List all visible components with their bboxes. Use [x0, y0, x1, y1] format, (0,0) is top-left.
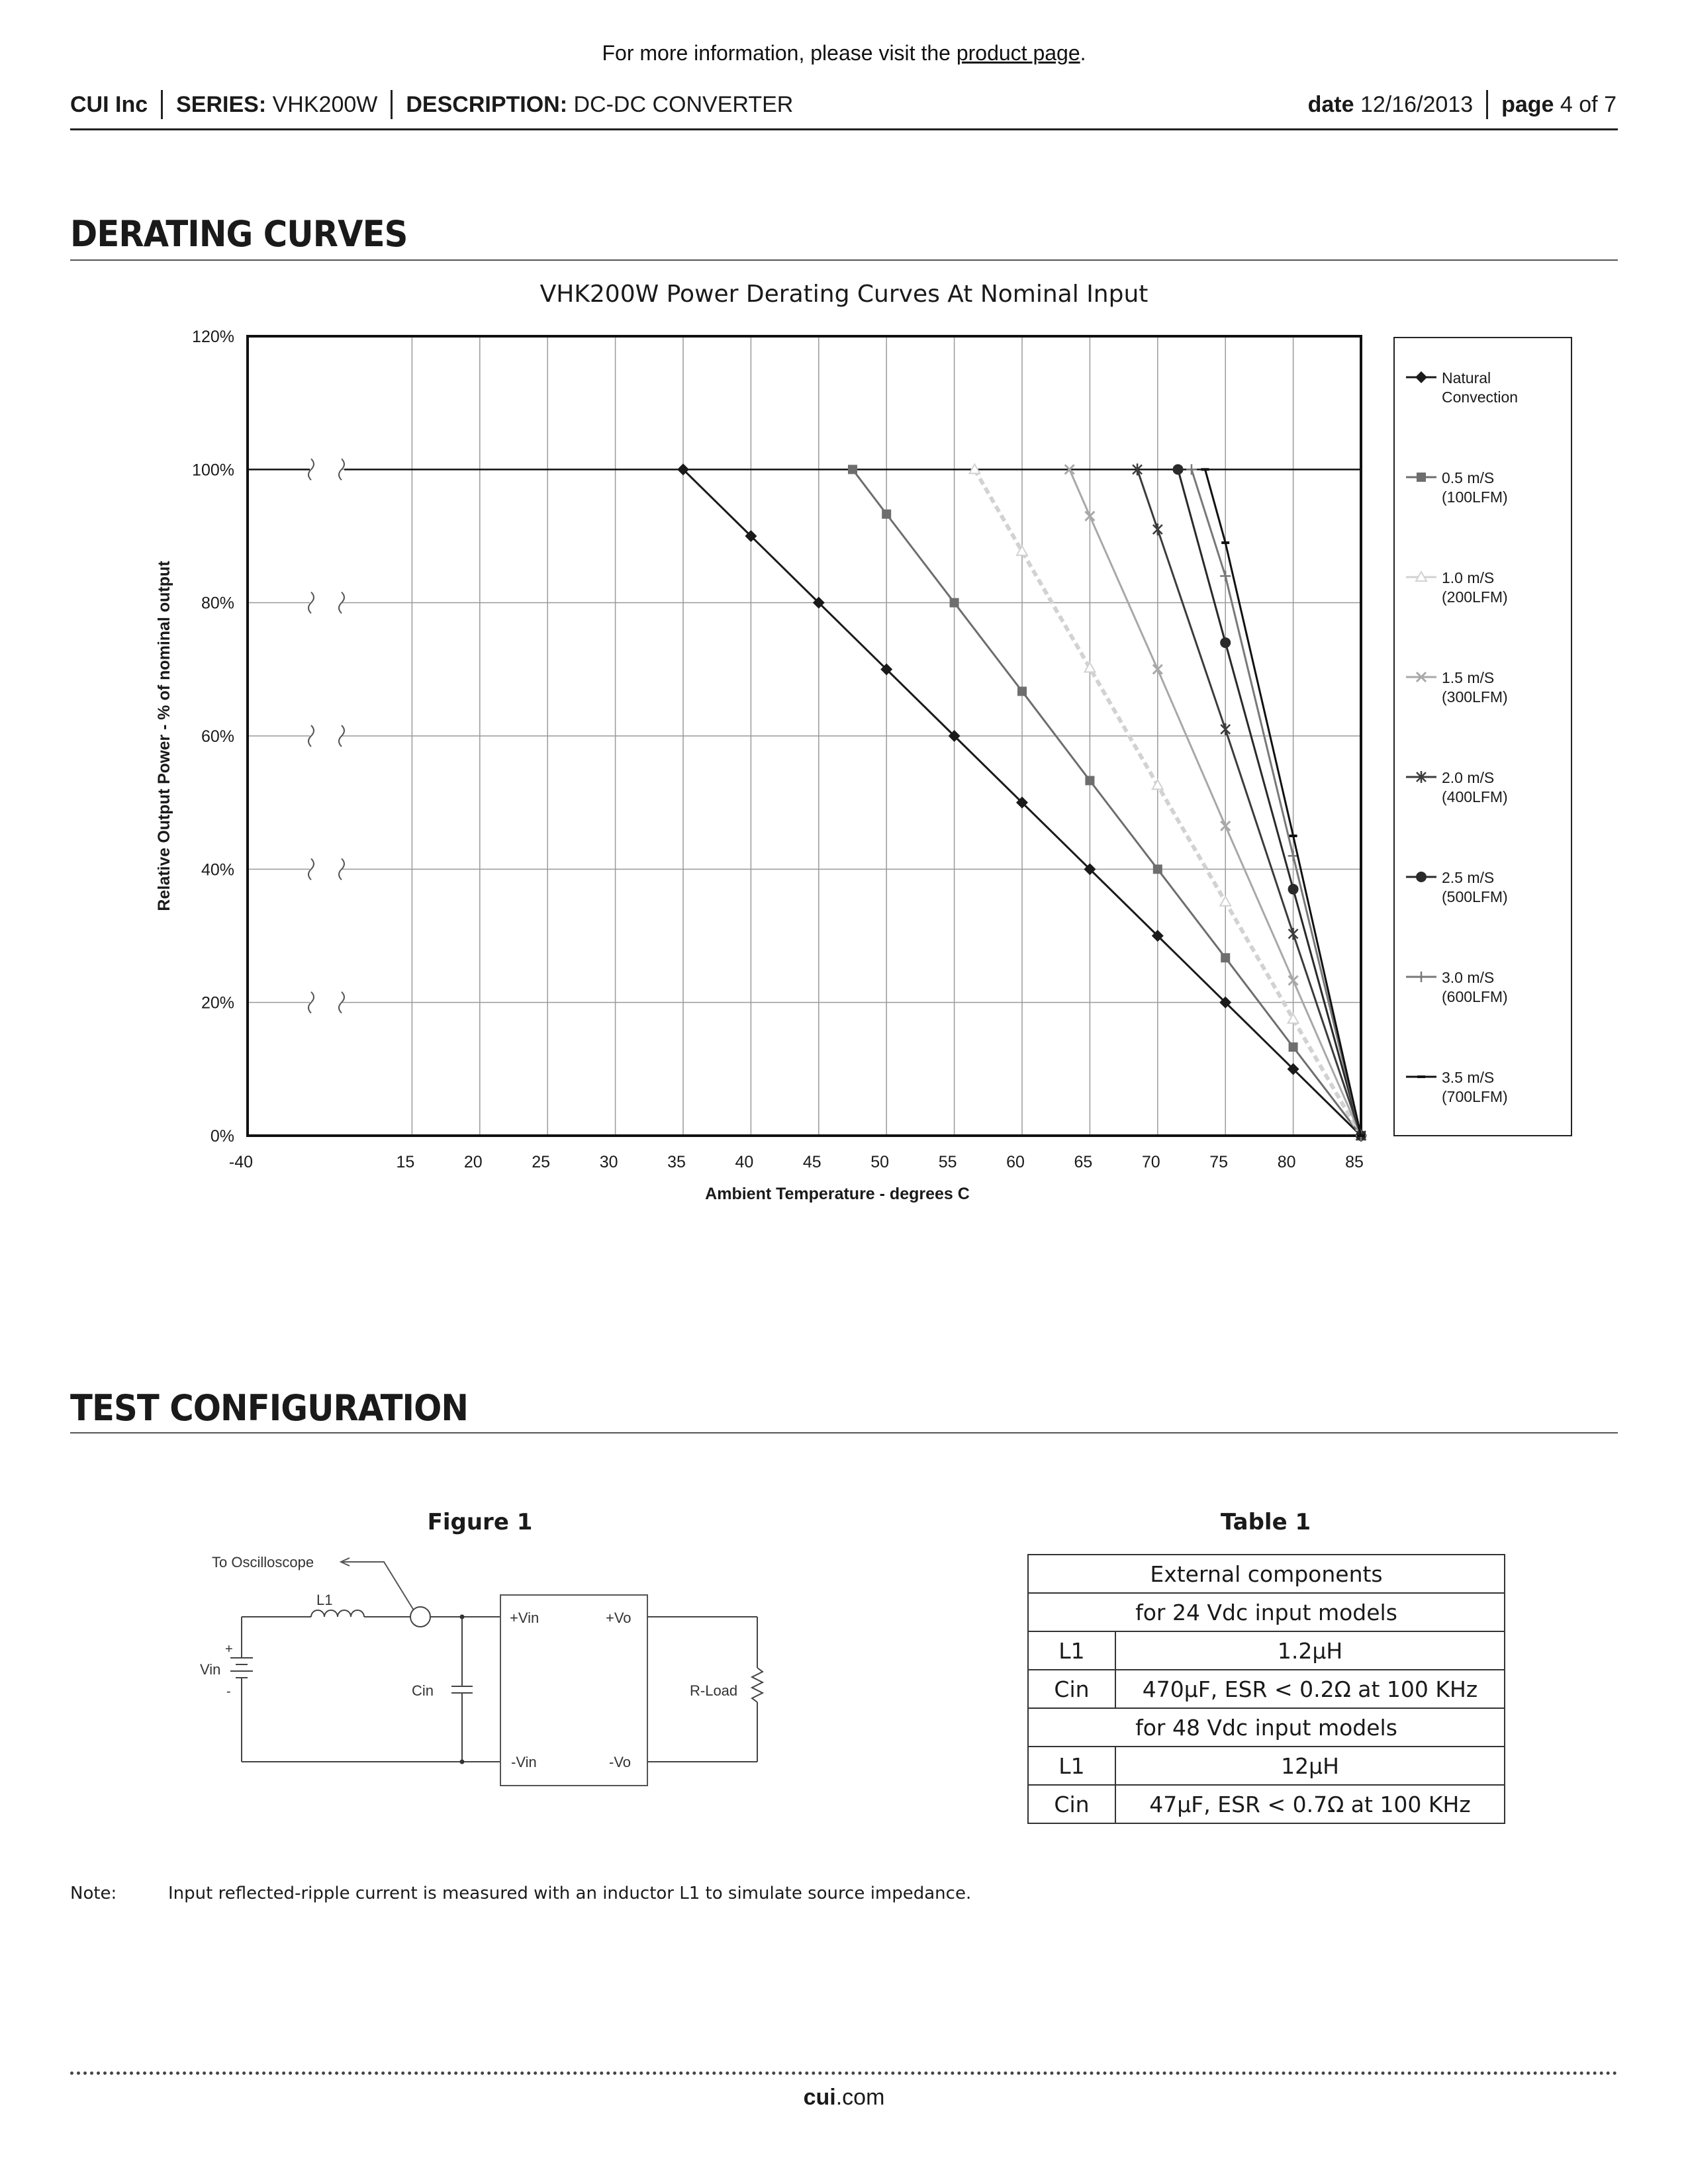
component-label: Cin: [1028, 1670, 1115, 1708]
info-note: [0, 41, 1688, 66]
series-line: [974, 469, 1361, 1136]
series-line: [1178, 469, 1361, 1136]
page-label: page: [1501, 91, 1554, 117]
table-row: [1028, 1555, 1505, 1593]
vin-label: Vin: [200, 1661, 221, 1678]
data-point: [1220, 897, 1231, 906]
date-label: date: [1307, 91, 1354, 117]
chart-title: VHK200W Power Derating Curves At Nominal Input: [539, 281, 1149, 308]
note-label: Note:: [70, 1884, 117, 1903]
group-heading-24v: for 24 Vdc input models: [1028, 1593, 1505, 1631]
footer-site: [0, 2085, 1688, 2111]
data-point: [1017, 687, 1027, 696]
pin-minus-vin: -Vin: [511, 1754, 537, 1770]
data-point: [1173, 464, 1184, 475]
legend-label: (300LFM): [1442, 688, 1508, 705]
x-tick-label: 85: [1345, 1153, 1364, 1171]
x-tick-label: 60: [1006, 1153, 1025, 1171]
data-point: [1085, 776, 1094, 785]
section-title-derating: DERATING CURVES: [70, 213, 408, 255]
legend-label: (600LFM): [1442, 988, 1508, 1005]
cin-label: Cin: [412, 1682, 434, 1699]
test-circuit-diagram: [199, 1542, 781, 1807]
table-row: [1028, 1747, 1505, 1785]
footer-domain: .com: [835, 2085, 885, 2110]
data-point: [1288, 884, 1299, 895]
resistor-rload: [752, 1668, 763, 1702]
product-page-link[interactable]: product page: [956, 41, 1080, 65]
y-tick-label: 0%: [210, 1127, 234, 1146]
header-rule: [70, 128, 1618, 130]
series-label: SERIES:: [176, 91, 267, 117]
x-tick-label: 65: [1074, 1153, 1093, 1171]
plus-sign: +: [225, 1642, 233, 1657]
series-line: [1192, 469, 1361, 1136]
component-label: Cin: [1028, 1785, 1115, 1823]
header-divider: [1486, 90, 1488, 119]
inductor-label: L1: [316, 1592, 333, 1608]
group-heading-48v: for 48 Vdc input models: [1028, 1708, 1505, 1747]
section-rule: [70, 1432, 1618, 1433]
y-tick-label: 20%: [201, 993, 234, 1013]
component-label: L1: [1028, 1631, 1115, 1670]
probe-lead: [341, 1562, 414, 1610]
table-row: [1028, 1785, 1505, 1823]
date-value: 12/16/2013: [1360, 91, 1474, 117]
x-tick-label: -40: [228, 1153, 254, 1171]
data-point: [1152, 780, 1163, 789]
y-tick-label: 80%: [201, 594, 234, 613]
derating-chart: [0, 265, 1688, 1224]
legend-label: 0.5 m/S: [1442, 469, 1495, 486]
data-point: [1153, 864, 1162, 874]
description-label: DESCRIPTION:: [406, 91, 568, 117]
legend-label: 3.5 m/S: [1442, 1069, 1495, 1086]
pin-plus-vo: +Vo: [606, 1610, 632, 1626]
data-point: [1153, 523, 1162, 535]
data-point: [1186, 464, 1197, 475]
x-axis-label: Ambient Temperature - degrees C: [705, 1185, 970, 1203]
y-tick-label: 40%: [201, 860, 234, 880]
data-point: [848, 465, 857, 474]
x-tick-label: 50: [870, 1153, 890, 1171]
x-tick-label: 30: [599, 1153, 618, 1171]
data-point: [1220, 637, 1231, 648]
data-point: [1221, 723, 1230, 735]
series-line: [1137, 469, 1361, 1136]
rload-label: R-Load: [690, 1682, 738, 1699]
inductor-l1: [311, 1610, 364, 1617]
x-tick-label: 80: [1277, 1153, 1296, 1171]
legend-label: 1.5 m/S: [1442, 669, 1495, 686]
x-tick-label: 75: [1209, 1153, 1229, 1171]
chart-legend: [1394, 338, 1571, 1136]
section-title-test-configuration: TEST CONFIGURATION: [70, 1387, 469, 1429]
data-point: [1289, 928, 1298, 940]
series-value: VHK200W: [272, 91, 378, 117]
component-value: 470μF, ESR < 0.2Ω at 100 KHz: [1115, 1670, 1505, 1708]
x-tick-label: 45: [802, 1153, 821, 1171]
table-row: [1028, 1708, 1505, 1747]
page-value: 4 of 7: [1560, 91, 1617, 117]
component-label: L1: [1028, 1747, 1115, 1785]
legend-label: 2.0 m/S: [1442, 769, 1495, 786]
figure-1-title: Figure 1: [427, 1509, 533, 1535]
x-tick-label: 55: [938, 1153, 957, 1171]
y-tick-label: 60%: [201, 727, 234, 746]
table-1-title: Table 1: [1220, 1509, 1311, 1535]
company-name: CUI Inc: [70, 91, 148, 117]
footer-brand: cui: [803, 2085, 836, 2110]
table-row: [1028, 1670, 1505, 1708]
legend-label: (200LFM): [1442, 588, 1508, 606]
table-row: [1028, 1631, 1505, 1670]
header-divider: [161, 90, 163, 119]
component-value: 47μF, ESR < 0.7Ω at 100 KHz: [1115, 1785, 1505, 1823]
legend-label: Convection: [1442, 388, 1519, 406]
document-header-meta: [1308, 90, 1617, 119]
current-probe: [410, 1607, 430, 1627]
pin-plus-vin: +Vin: [510, 1610, 539, 1626]
x-tick-label: 20: [463, 1153, 483, 1171]
component-value: 12μH: [1115, 1747, 1505, 1785]
y-tick-label: 100%: [192, 461, 234, 480]
description-value: DC-DC CONVERTER: [573, 91, 794, 117]
data-point: [1289, 1042, 1298, 1052]
component-value: 1.2μH: [1115, 1631, 1505, 1670]
footer-rule: [70, 2071, 1618, 2075]
x-tick-label: 70: [1141, 1153, 1160, 1171]
external-components-table: [1027, 1554, 1505, 1824]
legend-label: 2.5 m/S: [1442, 869, 1495, 886]
table-header: External components: [1028, 1555, 1505, 1593]
legend-label: (700LFM): [1442, 1088, 1508, 1105]
y-axis-label: Relative Output Power - % of nominal output: [155, 561, 173, 911]
table-row: [1028, 1593, 1505, 1631]
legend-label: Natural: [1442, 369, 1491, 387]
legend-label: 3.0 m/S: [1442, 969, 1495, 986]
pin-minus-vo: -Vo: [609, 1754, 632, 1770]
note-text: Input reflected-ripple current is measured with an inductor L1 to simulate source impedance.: [168, 1884, 972, 1903]
data-point: [882, 510, 891, 519]
legend-label: (100LFM): [1442, 488, 1508, 506]
info-note-suffix: .: [1080, 41, 1086, 65]
y-tick-label: 120%: [192, 328, 234, 346]
legend-label: 1.0 m/S: [1442, 569, 1495, 586]
x-tick-label: 25: [532, 1153, 551, 1171]
x-tick-label: 40: [735, 1153, 754, 1171]
series-line: [1070, 469, 1361, 1136]
x-tick-label: 15: [396, 1153, 415, 1171]
minus-sign: -: [226, 1684, 231, 1699]
data-point: [1221, 953, 1230, 962]
x-tick-label: 35: [667, 1153, 686, 1171]
document-header: [70, 90, 793, 119]
info-note-prefix: For more information, please visit the: [602, 41, 957, 65]
legend-label: (500LFM): [1442, 888, 1508, 905]
oscilloscope-label: To Oscilloscope: [212, 1554, 314, 1570]
data-point: [1416, 872, 1427, 882]
legend-label: (400LFM): [1442, 788, 1508, 805]
section-rule: [70, 259, 1618, 261]
data-point: [950, 598, 959, 608]
data-point: [1220, 570, 1231, 581]
header-divider: [391, 90, 393, 119]
data-point: [1417, 473, 1426, 482]
series-line: [1205, 469, 1361, 1136]
